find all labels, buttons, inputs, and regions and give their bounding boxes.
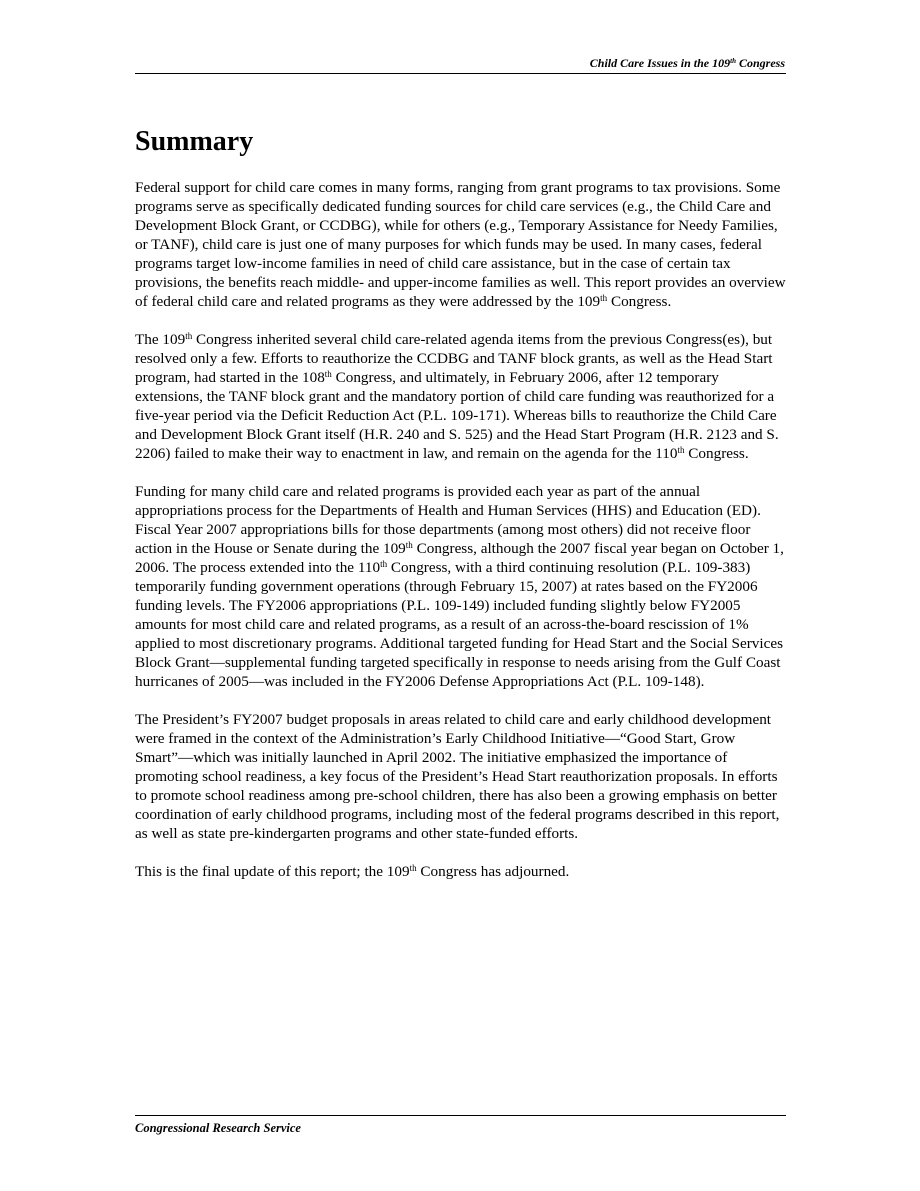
running-footer (135, 1115, 786, 1136)
ordinal-superscript: th (185, 331, 193, 341)
paragraph-text: This is the final update of this report; the 109 (135, 863, 410, 880)
paragraph-text: Congress, although the 2007 fiscal year began on October 1, 2006. The process extended into the 110 (135, 540, 784, 576)
footer-text: Congressional Research Service (135, 1121, 301, 1135)
ordinal-superscript: th (380, 559, 388, 569)
ordinal-superscript: th (600, 293, 608, 303)
summary-body (135, 178, 786, 900)
ordinal-superscript: th (677, 445, 685, 455)
paragraph-text: Congress inherited several child care-related agenda items from the previous Congress(es), but resolved only a few. Efforts to reauthorize the CCDBG and TANF block grants, as well as the Head Start program, had started in the 108 (135, 331, 773, 386)
header-title-post: Congress (735, 56, 785, 70)
ordinal-superscript: th (324, 369, 332, 379)
ordinal-superscript: th (409, 863, 417, 873)
summary-paragraph (135, 178, 786, 311)
paragraph-text: Congress. (607, 293, 672, 310)
running-header (135, 55, 786, 74)
section-title: Summary (135, 126, 254, 157)
summary-paragraph (135, 710, 786, 843)
paragraph-text: Congress has adjourned. (416, 863, 570, 880)
running-header-title (590, 56, 785, 71)
paragraph-text: Federal support for child care comes in many forms, ranging from grant programs to tax provisions. Some programs serve as specifically dedicated funding sources for child care services (e.g., the Child Care and Development Block Grant, or CCDBG), while for others (e.g., Temporary Assistance for Needy Families, or TANF), child care is just one of many purposes for which funds may be used. In many cases, federal programs target low-income families in need of child care assistance, but in the case of certain tax provisions, the benefits reach middle- and upper-income families as well. This report provides an overview of federal child care and related programs as they were addressed by the 109 (135, 179, 786, 310)
summary-paragraph (135, 482, 786, 691)
paragraph-text: Congress. (684, 445, 749, 462)
paragraph-text: The President’s FY2007 budget proposals in areas related to child care and early childhood development were framed in the context of the Administration’s Early Childhood Initiative—“Good Start, Grow Smart”—which was initially launched in April 2002. The initiative emphasized the importance of promoting school readiness, a key focus of the President’s Head Start reauthorization proposals. In efforts to promote school readiness among pre-school children, there has also been a growing emphasis on better coordination of early childhood programs, including most of the federal programs described in this report, as well as state pre-kindergarten programs and other state-funded efforts. (135, 711, 780, 842)
summary-paragraph (135, 330, 786, 463)
header-title-sup: th (730, 57, 736, 65)
header-title-pre: Child Care Issues in the 109 (589, 56, 731, 70)
ordinal-superscript: th (405, 540, 413, 550)
paragraph-text: Congress, with a third continuing resolution (P.L. 109-383) temporarily funding government operations (through February 15, 2007) at rates based on the FY2006 funding levels. The FY2006 appropriations (P.L. 109-149) included funding slightly below FY2005 amounts for most child care and related programs, as a result of an across-the-board rescission of 1% applied to most discretionary programs. Additional targeted funding for Head Start and the Social Services Block Grant—supplemental funding targeted specifically in response to needs arising from the Gulf Coast hurricanes of 2005—was included in the FY2006 Defense Appropriations Act (P.L. 109-148). (135, 559, 783, 690)
paragraph-text: Congress, and ultimately, in February 2006, after 12 temporary extensions, the TANF block grant and the mandatory portion of child care funding was reauthorized for a five-year period via the Deficit Reduction Act (P.L. 109-171). Whereas bills to reauthorize the Child Care and Development Block Grant itself (H.R. 240 and S. 525) and the Head Start Program (H.R. 2123 and S. 2206) failed to make their way to enactment in law, and remain on the agenda for the 110 (135, 369, 779, 462)
summary-paragraph (135, 862, 786, 881)
paragraph-text: The 109 (135, 331, 186, 348)
paragraph-text: Funding for many child care and related programs is provided each year as part of the annual appropriations process for the Departments of Health and Human Services (HHS) and Education (ED). Fiscal Year 2007 appropriations bills for those departments (among most others) did not receive floor action in the House or Senate during the 109 (135, 483, 761, 557)
